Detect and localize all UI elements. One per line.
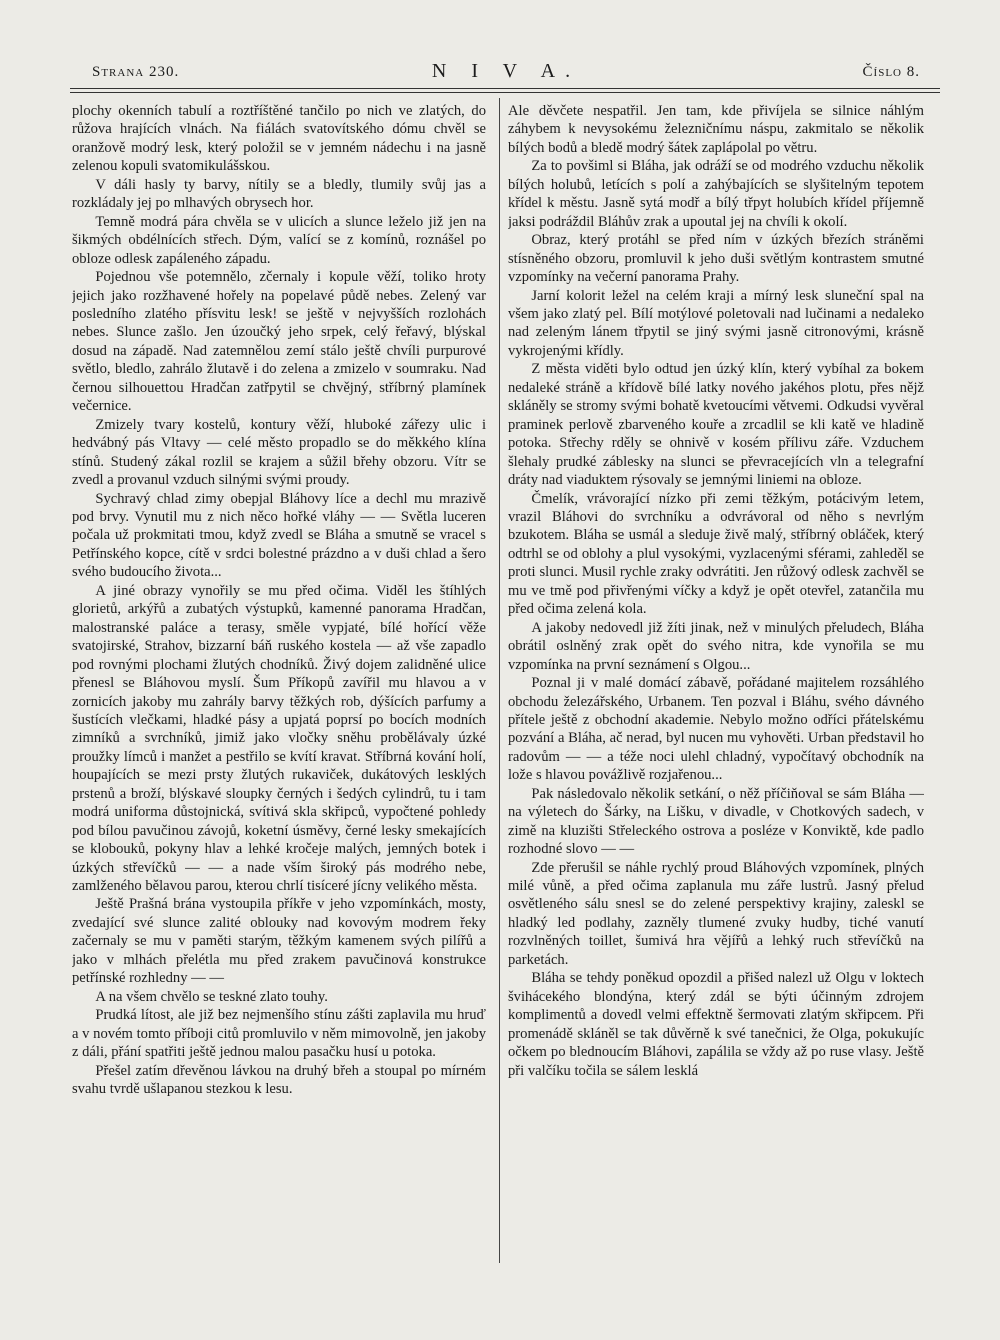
- paragraph: Přešel zatím dřevěnou lávkou na druhý břeh a stoupal po mírném svahu tvrdě ušlapanou stezkou k lesu.: [72, 1062, 486, 1098]
- running-header: [92, 60, 920, 86]
- paragraph: Pak následovalo několik setkání, o něž příčiňoval se sám Bláha — na výletech do Šárky, na Lišku, v divadle, v Chotkových sadech, v zimě na kluzišti Střeleckého ostrova a posléze v Konviktě, kde padlo rozhodné slovo — —: [508, 785, 924, 858]
- paragraph: Za to povšiml si Bláha, jak odráží se od modrého vzduchu několik bílých holubů, letících s polí a zahýbajících se slyšitelným tepotem křídel k městu. Jasně sytá modř a bílý třpyt holubích křídel příjemně jaksi podráždil Bláhův zrak a upoutal jej na chvíli k okolí.: [508, 158, 924, 230]
- paragraph: Čmelík, vrávorající nízko při zemi těžkým, potácivým letem, vrazil Bláhovi do svrchníku a odvrávoral od něho s nevrlým bzukotem. Bláha se usmál a sleduje živě malý, stříbrný obláček, který odtrhl se od oblohy a plul vysokými, vyzlacenými sférami, zahleděl se proti slunci. Musil rychle zraky odvrátiti. Jen růžový odlesk zachvěl se mu ve tmě pod přivřenými víčky a když je opět otevřel, zatančila mu před očima zelená kola.: [508, 490, 924, 618]
- paragraph: plochy okenních tabulí a roztříštěné tančilo po nich ve zlatých, do růžova hrajících vlnách. Na fiálách svatovítského dómu chvěl se oranžově modrý lesk, který položil se v jemném nádechu i na jasně zelenou kopuli svatomikulášskou.: [72, 103, 486, 175]
- left-column: [72, 102, 486, 1277]
- paragraph: Jarní kolorit ležel na celém kraji a mírný lesk sluneční spal na všem jako zlatý pel. Bílí motýlové poletovali nad lučinami a nedaleko nad zeleným lánem třpytil se jiný svými jasně citronovými, krásně vykrojenými křídly.: [508, 287, 924, 359]
- paragraph: A jakoby nedovedl již žíti jinak, než v minulých přeludech, Bláha obrátil oslněný zrak opět do svého nitra, kde vynořila se mu vzpomínka na první seznámení s Olgou...: [508, 619, 924, 673]
- paragraph: Sychravý chlad zimy obepjal Bláhovy líce a dechl mu mrazivě pod brvy. Vynutil mu z nich něco hořké vláhy — — Světla luceren počala už prokmitati tmou, když zvedl se Bláha a smutně se vracel s Petřínského kopce, cítě v srdci bolestné prázdno a v duši chlad a šero svého budoucího života...: [72, 490, 486, 581]
- paragraph: A jiné obrazy vynořily se mu před očima. Viděl les štíhlých glorietů, arkýřů a zubatých výstupků, kamenné panorama Hradčan, malostranské paláce a terasy, směle vypjaté, bílé hořící věže svatojirské, Strahov, bizzarní báň ruského kostela — až vše zapadlo pod rovnými plochami žlutých chodníků. Živý dojem zalidněné ulice přenesl se Bláhovou myslí. Šum Příkopů zavířil mu hlavou a v zornicích jakoby mu zahrály barvy těžkých rob, dýšících parfumy a šustících vlečkami, hladké pásy a upjatá poprsí po bocích modních zimníků a svrchníků, jimiž jako vločky sněhu probělávaly úzké proužky límců i manžet a pestřilo se kvítí kravat. Stříbrná kování holí, houpajících se mezi prsty žlutých rukaviček, dukátových lesklých prstenů a broží, blýskavé sloupky černých i šedých cylindrů, tu i tam modrá uniforma důstojnická, svítivá skla skřipců, vypočtené pohledy pod bílou pavučinou závojů, koketní úsměvy, černé lesky smekajících se klobouků, pokyny hlav a lehké kročeje malých, jemných botek i úzkých střevíčků — — a nade vším široký pás modrého nebe, zamlženého bělavou parou, kterou chrlí tisíceré jícny velikého města.: [72, 582, 486, 895]
- paragraph: Zmizely tvary kostelů, kontury věží, hluboké zářezy ulic i hedvábný pás Vltavy — celé město propadlo se do měkkého klína stínů. Studený zákal rozlil se krajem a sůžil břehy obzoru. Vítr se zvedl a provanul vzduch silnými svými proudy.: [72, 416, 486, 489]
- paragraph: Obraz, který protáhl se před ním v úzkých březích stráněmi stísněného obzoru, promluvil k jeho duši světlým kontrastem smutné vzpomínky na večerní panorama Prahy.: [508, 232, 924, 286]
- column-divider: [499, 98, 500, 1263]
- journal-title: N I V A.: [431, 60, 581, 82]
- paragraph: Temně modrá pára chvěla se v ulicích a slunce leželo již jen na šikmých obdélnících střech. Dým, valící se z komínů, roznášel po obloze odlesk zapáleného západu.: [72, 213, 486, 267]
- paragraph: Z města viděti bylo odtud jen úzký klín, který vybíhal za bokem nedaleké stráně a křídově bílé latky nového jakéhos plotu, přes nějž skláněly se stromy svými bohatě kvetoucími větvemi. Odkudsi vyvěral praminek perlově zbarveného kouře a zrcadlil se kli katě ve hladině potoka. Střechy rděly se ohnivě v kosém přílivu záře. Vzduchem šlehaly prudké záblesky na slunci se převracejících vln a telegrafní dráty nad viaduktem rýsovaly se jemnými liniemi na obloze.: [508, 361, 924, 489]
- paragraph: Ještě Prašná brána vystoupila příkře v jeho vzpomínkách, mosty, zvedající své slunce zalité oblouky nad kovovým modrem řeky začernaly se mu v paměti starým, těžkým kamenem svých pilířů a jako v mlhách přelétla mu před zrakem pavučinová konstrukce petřínské rozhledny — —: [72, 896, 486, 987]
- right-column: [508, 102, 924, 1277]
- paragraph: V dáli hasly ty barvy, nítily se a bledly, tlumily svůj jas a rozkládaly jej po mlhavých obrysech hor.: [72, 176, 486, 212]
- paragraph: Pojednou vše potemnělo, zčernaly i kopule věží, toliko hroty jejich jako rozžhavené hořely na popelavé půdě nebes. Zelený var posledního zlatého přísvitu lesk! se ještě v nejvyšších rozlohách nebes. Slunce zašlo. Jen úzoučký jeho srpek, celý řeřavý, blýskal dosud na západě. Nad zatemnělou zemí stálo ještě chvíli purpurové světlo, bledlo, zahrálo žlutavě i do zelena a zmizelo v soumraku. Nad černou silhouettou Hradčan zatřpytil se chvějný, stříbrný plamínek večernice.: [72, 269, 486, 415]
- paragraph: Bláha se tehdy poněkud opozdil a přišed nalezl už Olgu v loktech švihácekého blondýna, který zdál se býti účinným zdrojem komplimentů a dovedl velmi effektně šermovati zlatým skřipcem. Při promenádě skláněl se tak důvěrně k své tanečnici, že Olga, pokukujíc očkem po blednoucím Bláhovi, zapálila se vždy až po ruse vlasy. Ještě při valčíku točila se sálem lesklá: [508, 970, 924, 1079]
- paragraph: A na všem chvělo se teskné zlato touhy.: [95, 988, 328, 1005]
- paragraph: Zde přerušil se náhle rychlý proud Bláhových vzpomínek, plných milé vůně, a před očima zaplanula mu záře lustrů. Jasný přelud osvětleného sálu snesl se do zelené perspektivy krajiny, zaleskl se hladký led podlahy, zazněly tlumené zvuky hudby, tiché vanutí rozvlněných toillet, šumivá hra vějířů a lehký ruch střevíčků na parketách.: [508, 859, 924, 968]
- header-rule-bottom: [70, 92, 940, 93]
- paragraph: Ale děvčete nespatřil. Jen tam, kde přivíjela se silnice náhlým záhybem k nevysokému železničnímu náspu, zakmitalo se několik bílých bodů a bledě modrý šátek zaplápolal po větru.: [508, 103, 924, 156]
- paragraph: Poznal ji v malé domácí zábavě, pořádané majitelem rozsáhlého obchodu železářského, Urbanem. Ten pozval i Bláhu, svého dávného přítele ještě z obchodní akademie. Nebylo možno odříci přátelskému pozvání a Bláha, ač nerad, byl nucen mu vyhověti. Urban představil ho radovům — — a téže noci ulehl chladný, vypočítavý obchodník na lože s hlavou povážlivě rozjařenou...: [508, 675, 924, 784]
- paragraph: Prudká lítost, ale již bez nejmenšího stínu zášti zaplavila mu hruď a v novém tomto příboji citů promluvilo v něm mimovolně, jen jakoby z dáli, přání spatřiti ještě jednou malou pasačku husí u potoka.: [72, 1007, 486, 1061]
- page-number: Strana 230.: [92, 64, 180, 80]
- header-rule-top: [70, 88, 940, 89]
- issue-number: Číslo 8.: [862, 64, 920, 80]
